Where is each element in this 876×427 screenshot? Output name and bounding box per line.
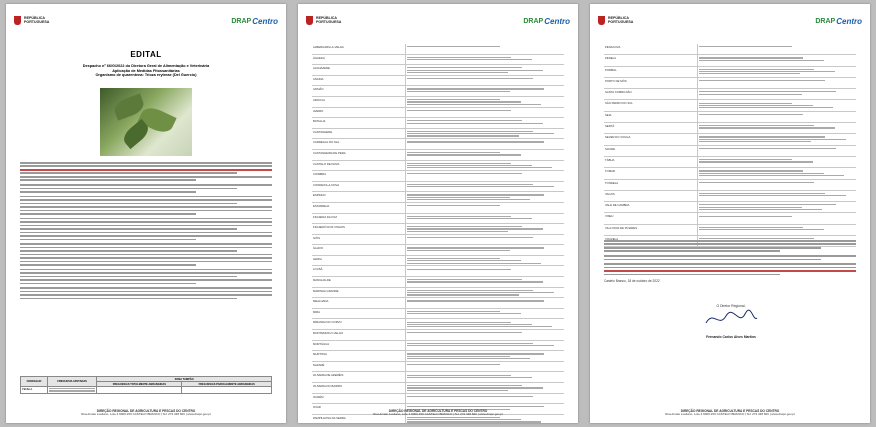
- table-row: [312, 139, 564, 150]
- parish-list: [406, 108, 564, 118]
- municipality-name: OLIVEIRA DO BAIRRO: [312, 383, 406, 393]
- table-row: [312, 256, 564, 267]
- drap-logo: [231, 17, 278, 26]
- table-row: [604, 112, 856, 123]
- subtitle-line: Aplicação de Medidas Fitossanitárias: [112, 68, 180, 73]
- parish-list: [406, 150, 564, 160]
- table-row: [604, 180, 856, 191]
- municipality-table: [604, 44, 856, 230]
- municipality-name: LEIRIA: [312, 256, 406, 266]
- table-row: [312, 129, 564, 140]
- municipality-name: PAMPILHOSA DA SERRA: [312, 415, 406, 423]
- parish-list: [698, 146, 856, 156]
- municipality-name: VAGOS: [604, 191, 698, 201]
- table-row: [312, 330, 564, 341]
- municipality-name: MORTÁGUA: [312, 341, 406, 351]
- republic-text-2: PORTUGUESA: [608, 20, 634, 25]
- parish-list: [698, 55, 856, 65]
- parish-list: [406, 235, 564, 245]
- footer-org: DIREÇÃO REGIONAL DE AGRICULTURA E PESCAS DO CENTRO: [96, 408, 196, 413]
- drap-text: DRAP: [523, 18, 544, 25]
- municipality-name: ALBERGARIA-A-VELHA: [312, 44, 406, 54]
- table-row: [312, 214, 564, 225]
- municipality-name: VILA NOVA DE POIARES: [604, 225, 698, 235]
- page-footer: [308, 410, 568, 417]
- table-row: [604, 123, 856, 134]
- parish-list: [698, 123, 856, 133]
- table-row: [604, 202, 856, 213]
- parish-list: [406, 55, 564, 65]
- municipality-name: ANSIÃO: [312, 86, 406, 96]
- municipality-name: ÁGUEDA: [312, 55, 406, 65]
- table-row: [312, 235, 564, 246]
- parish-list: [406, 330, 564, 340]
- municipality-name: ESPINHO: [312, 192, 406, 202]
- municipality-name: AROUCA: [312, 97, 406, 107]
- centro-text: Centro: [252, 17, 278, 26]
- municipality-name: CASTANHEIRA DE PERA: [312, 150, 406, 160]
- municipality-name: TÁBUA: [604, 157, 698, 167]
- table-row: [312, 277, 564, 288]
- republic-text: REPÚBLICA: [316, 16, 337, 20]
- municipality-name: ALVAIÁZERE: [312, 65, 406, 75]
- table-row: [604, 191, 856, 202]
- table-row: [604, 55, 856, 66]
- footer-address: Rua Amato Lusitano, Lote 3 6000-150 CASTELO BRANCO | Tel: 272 348 600 | www.drapc.gov.pt: [665, 412, 795, 417]
- drap-logo: [523, 17, 570, 26]
- table-row: [604, 146, 856, 157]
- republic-logo: [306, 16, 341, 25]
- parish-list: [698, 168, 856, 178]
- parish-list: [698, 225, 856, 235]
- table-header: FREGUESIA AFETADAS: [47, 377, 96, 387]
- table-row: [312, 341, 564, 352]
- table-row: [604, 157, 856, 168]
- footer-address: Rua Amato Lusitano, Lote 3 6000-150 CASTELO BRANCO | Tel: 272 348 600 | www.drapc.gov.pt: [373, 412, 503, 417]
- parish-list: [406, 277, 564, 287]
- table-row: [312, 55, 564, 66]
- table-row: [312, 150, 564, 161]
- table-row: [312, 171, 564, 182]
- drap-text: DRAP: [231, 18, 252, 25]
- municipality-name: OURÉM: [312, 394, 406, 404]
- municipality-name: TOMAR: [604, 168, 698, 178]
- municipality-name: MANGUALDE: [312, 277, 406, 287]
- table-row: [312, 97, 564, 108]
- municipality-name: VALE DE CAMBRA: [604, 202, 698, 212]
- municipality-name: LOUSÃ: [312, 266, 406, 276]
- municipality-name: PENACOVA: [604, 44, 698, 54]
- parish-list: [406, 182, 564, 192]
- subtitle-line: Organismo de quarentena: Trioza erytreae (Del Guercio): [95, 73, 197, 78]
- municipality-name: MIRA: [312, 309, 406, 319]
- footer-org: DIREÇÃO REGIONAL DE AGRICULTURA E PESCAS DO CENTRO: [388, 408, 488, 413]
- page-footer: [600, 410, 860, 417]
- parish-list: [406, 171, 564, 181]
- centro-text: Centro: [544, 17, 570, 26]
- closing-text: [604, 240, 856, 283]
- table-row: [312, 372, 564, 383]
- parish-list: [698, 180, 856, 190]
- parish-list: [406, 214, 564, 224]
- table-row: [312, 224, 564, 235]
- table-row: [604, 44, 856, 55]
- parish-list: [406, 351, 564, 361]
- parish-list: [406, 65, 564, 75]
- signature-role: O Diretor Regional,: [716, 304, 746, 308]
- table-row: [312, 351, 564, 362]
- table-row: [312, 161, 564, 172]
- municipality-name: SÃO PEDRO DO SUL: [604, 100, 698, 110]
- footer-org: DIREÇÃO REGIONAL DE AGRICULTURA E PESCAS DO CENTRO: [680, 408, 780, 413]
- table-row: [604, 78, 856, 89]
- shield-icon: [306, 16, 313, 25]
- republic-text: REPÚBLICA: [608, 16, 629, 20]
- parish-list: [406, 362, 564, 372]
- shield-icon: [598, 16, 605, 25]
- parish-list: [406, 341, 564, 351]
- municipality-name: MARINHA GRANDE: [312, 288, 406, 298]
- page-header: [14, 14, 278, 36]
- table-row: [312, 182, 564, 193]
- shield-icon: [14, 16, 21, 25]
- signature-name: Fernando Carlos Alves Martins: [706, 335, 756, 339]
- municipality-name: CARREGAL DO SAL: [312, 139, 406, 149]
- table-header: FREGUESIAS TOTALMENTE ABRANGIDAS: [97, 382, 182, 387]
- table-row: [312, 203, 564, 214]
- municipality-name: VISEU: [604, 213, 698, 223]
- drap-logo: [815, 17, 862, 26]
- municipality-name: FIGUEIRÓ DOS VINHOS: [312, 224, 406, 234]
- parish-list: [406, 319, 564, 329]
- parish-list: [698, 89, 856, 99]
- table-row: [312, 65, 564, 76]
- municipality-name: OLIVEIRA DE AZEMÉIS: [312, 372, 406, 382]
- municipality-name: COIMBRA: [312, 171, 406, 181]
- municipality-name: SOURE: [604, 146, 698, 156]
- table-row: [604, 89, 856, 100]
- municipality-name: MONTEMOR-O-VELHO: [312, 330, 406, 340]
- parish-list: [406, 97, 564, 107]
- municipality-name: BATALHA: [312, 118, 406, 128]
- parish-list: [406, 298, 564, 308]
- municipality-name: MEALHADA: [312, 298, 406, 308]
- table-row: [312, 44, 564, 55]
- municipality-name: GÓIS: [312, 235, 406, 245]
- municipality-name: TONDELA: [604, 180, 698, 190]
- parish-list: [698, 78, 856, 88]
- page-header: [598, 14, 862, 36]
- municipality-name: OVAR: [312, 404, 406, 414]
- signature-block: [686, 304, 776, 339]
- table-row: [604, 213, 856, 224]
- parish-list: [698, 213, 856, 223]
- table-row: [312, 266, 564, 277]
- table-row: [312, 76, 564, 87]
- table-cell: PENELA: [21, 387, 48, 394]
- republic-text-2: PORTUGUESA: [24, 20, 50, 25]
- municipality-name: SERTÃ: [604, 123, 698, 133]
- parish-list: [406, 288, 564, 298]
- table-row: [312, 394, 564, 405]
- parish-list: [698, 100, 856, 110]
- table-row: [312, 298, 564, 309]
- document-page-2: [298, 4, 578, 423]
- parish-list: [406, 224, 564, 234]
- municipality-name: SANTA COMBA DÃO: [604, 89, 698, 99]
- parish-list: [406, 372, 564, 382]
- municipality-name: POMBAL: [604, 67, 698, 77]
- table-row: [312, 319, 564, 330]
- table-row: [604, 168, 856, 179]
- table-row: [604, 134, 856, 145]
- page-header: [306, 14, 570, 36]
- parish-list: [406, 192, 564, 202]
- parish-list: [406, 129, 564, 139]
- municipality-name: ANADIA: [312, 76, 406, 86]
- parish-list: [406, 266, 564, 276]
- table-row: [312, 383, 564, 394]
- table-row: [312, 362, 564, 373]
- parish-list: [406, 76, 564, 86]
- table-row: [312, 192, 564, 203]
- municipality-name: PENELA: [604, 55, 698, 65]
- subtitle-line: Despacho nº 66/G/2022 do Diretora Geral de Alimentação e Veterinária: [82, 64, 210, 68]
- table-header: CONCELHO: [21, 377, 48, 387]
- table-row: [604, 67, 856, 78]
- municipality-name: ESTARREJA: [312, 203, 406, 213]
- republic-logo: [598, 16, 633, 25]
- republic-text: REPÚBLICA: [24, 16, 45, 20]
- parish-list: [406, 309, 564, 319]
- table-row: [312, 108, 564, 119]
- parish-list: [406, 394, 564, 404]
- table-row: [604, 100, 856, 111]
- table-row: [312, 288, 564, 299]
- parish-list: [698, 112, 856, 122]
- municipality-name: AVEIRO: [312, 108, 406, 118]
- municipality-name: MIRANDA DO CORVO: [312, 319, 406, 329]
- table-header: ZONA TAMPÃO: [97, 377, 272, 382]
- parish-list: [406, 256, 564, 266]
- table-row: [604, 225, 856, 236]
- parish-list: [698, 44, 856, 54]
- parish-list: [406, 118, 564, 128]
- parish-table: [20, 376, 272, 394]
- municipality-name: CONDEIXA-A-NOVA: [312, 182, 406, 192]
- subtitle: [28, 64, 264, 78]
- closing-date: Castelo Branco, 18 de outubro de 2022: [604, 279, 660, 284]
- body-text: [20, 162, 272, 301]
- municipality-name: CANTANHEDE: [312, 129, 406, 139]
- municipality-name: SEVER DO VOUGA: [604, 134, 698, 144]
- republic-text-2: PORTUGUESA: [316, 20, 342, 25]
- parish-list: [406, 44, 564, 54]
- municipality-name: CASTELO DE PAIVA: [312, 161, 406, 171]
- republic-logo: [14, 16, 49, 25]
- parish-list: [406, 86, 564, 96]
- parish-list: [698, 191, 856, 201]
- parish-list: [406, 161, 564, 171]
- parish-list: [698, 202, 856, 212]
- parish-list: [406, 383, 564, 393]
- table-row: [312, 245, 564, 256]
- drap-text: DRAP: [815, 18, 836, 25]
- insect-photo: [100, 88, 192, 156]
- parish-list: [698, 157, 856, 167]
- parish-list: [698, 134, 856, 144]
- municipality-name: MURTOSA: [312, 351, 406, 361]
- table-header: FREGUESIAS PARCIALMENTE ABRANGIDAS: [182, 382, 272, 387]
- parish-list: [698, 67, 856, 77]
- document-page-3: [590, 4, 870, 423]
- table-row: [312, 309, 564, 320]
- signature-image: [701, 308, 761, 330]
- municipality-name: NAZARÉ: [312, 362, 406, 372]
- page-title: EDITAL: [130, 50, 162, 59]
- municipality-name: ÍLHAVO: [312, 245, 406, 255]
- centro-text: Centro: [836, 17, 862, 26]
- municipality-name: SEIA: [604, 112, 698, 122]
- parish-list: [406, 139, 564, 149]
- municipality-name: PORTO DE MÓS: [604, 78, 698, 88]
- document-page-1: [6, 4, 286, 423]
- parish-list: [406, 245, 564, 255]
- table-row: [312, 118, 564, 129]
- parish-list: [406, 203, 564, 213]
- municipality-name: FIGUEIRA DA FOZ: [312, 214, 406, 224]
- footer-address: Rua Amato Lusitano, Lote 3 6000-150 CASTELO BRANCO | Tel: 272 348 600 | www.drapc.gov.pt: [81, 412, 211, 417]
- table-row: [312, 86, 564, 97]
- page-footer: [16, 410, 276, 417]
